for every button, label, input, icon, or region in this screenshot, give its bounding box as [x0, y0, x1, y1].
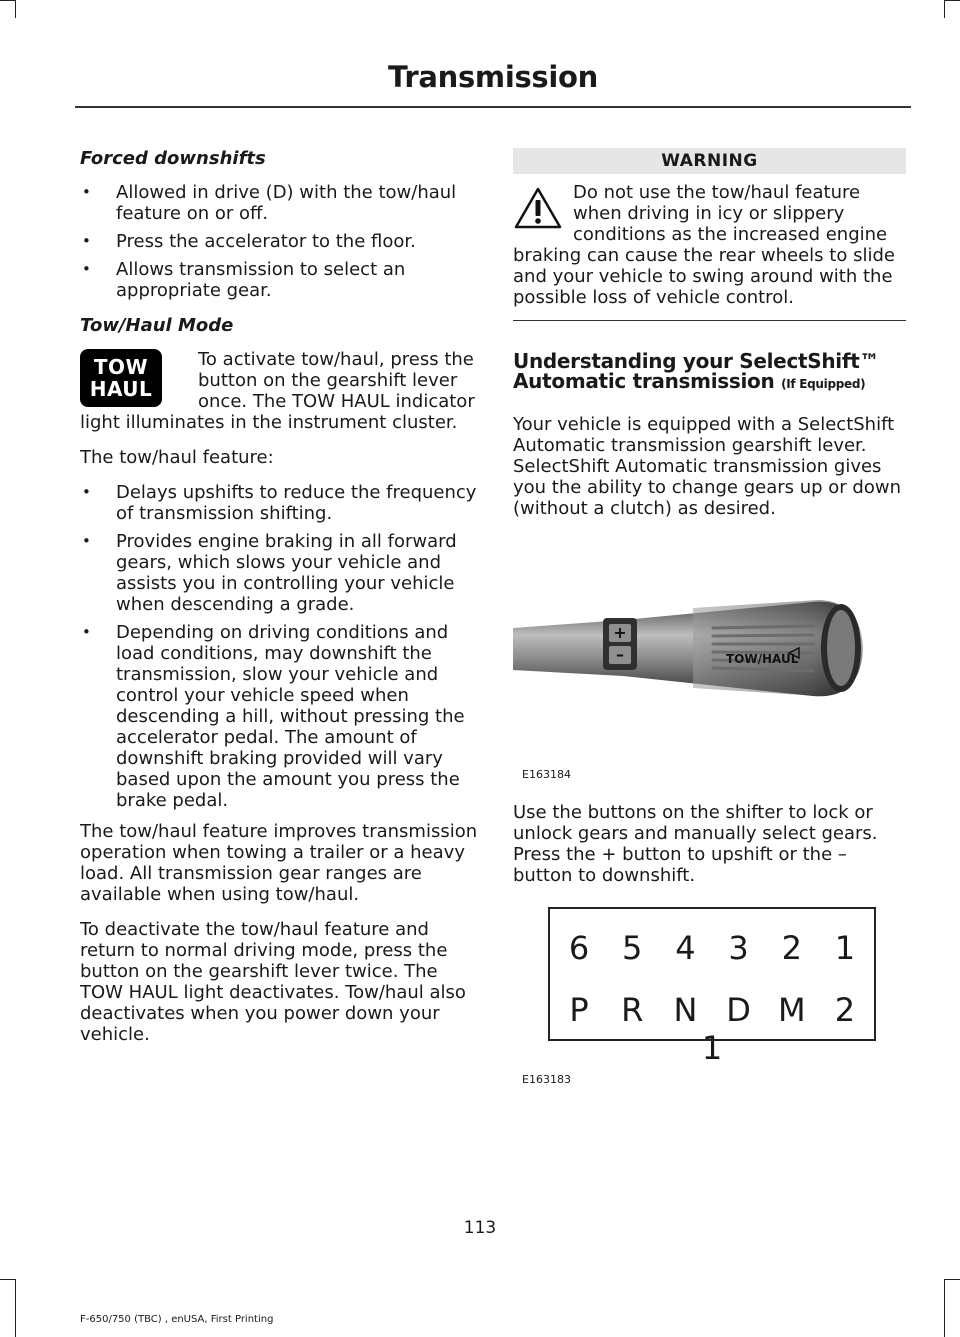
- edition-footer: F-650/750 (TBC) , enUSA, First Printing: [80, 1314, 274, 1325]
- selectshift-heading: [513, 351, 906, 394]
- left-column: [80, 144, 478, 1059]
- list-item: • Depending on driving conditions and load conditions, may downshift the transmission, slow your vehicle and control your vehicle speed when descending a hill, without pressing the accelerator pedal. The amount of downshift braking provided will vary based upon the amount you press the brake pedal.: [80, 622, 478, 811]
- list-item: • Press the accelerator to the floor.: [80, 231, 478, 252]
- buttons-paragraph: Use the buttons on the shifter to lock or unlock gears and manually select gears. Press the + button to upshift or the – button to downshift.: [513, 802, 878, 886]
- list-item: • Allowed in drive (D) with the tow/haul feature on or off.: [80, 182, 478, 224]
- gear-label: D: [726, 991, 751, 1029]
- tow-haul-heading: Tow/Haul Mode: [80, 315, 234, 336]
- gear-display-figure: [548, 907, 876, 1067]
- shifter-lever-figure: [513, 588, 868, 710]
- gear-label: 2: [834, 991, 856, 1029]
- forced-downshifts-list: [80, 182, 478, 301]
- list-item: • Delays upshifts to reduce the frequency of transmission shifting.: [80, 482, 478, 524]
- crop-mark: [15, 1279, 16, 1337]
- minus-button-label: –: [616, 645, 624, 664]
- gear-label: 6: [568, 929, 590, 967]
- list-item: • Provides engine braking in all forward gears, which slows your vehicle and assists you in controlling your vehicle when descending a grade.: [80, 531, 478, 615]
- page-number: 113: [463, 1218, 497, 1238]
- crop-mark: [944, 1279, 945, 1337]
- crop-mark: [0, 0, 15, 1]
- tow-haul-intro-text: To activate tow/haul, press the button on the gearshift lever once. The TOW HAUL indicator light illuminates in the instrument cluster.: [80, 349, 475, 433]
- warning-header: WARNING: [513, 148, 906, 174]
- tow-haul-label: TOW/HAUL: [726, 652, 799, 666]
- deactivate-paragraph: To deactivate the tow/haul feature and return to normal driving mode, press the button on the gearshift lever twice. The TOW HAUL light deactivates. Tow/haul also deactivates when you power down your vehicle.: [80, 919, 466, 1045]
- warning-triangle-icon: [513, 186, 563, 230]
- gear-row-bottom: [550, 991, 874, 1067]
- crop-mark: [945, 1279, 960, 1280]
- gear-label: P: [569, 991, 589, 1029]
- figure-id: E163183: [522, 1073, 571, 1086]
- plus-button-label: +: [613, 623, 627, 642]
- buttons-paragraph-wrap: [513, 802, 906, 900]
- feature-list: [80, 482, 478, 811]
- crop-mark: [0, 1279, 15, 1280]
- page-title: Transmission: [388, 60, 598, 94]
- tow-haul-icon-line1: TOW: [93, 355, 149, 379]
- feature-label: The tow/haul feature:: [80, 447, 274, 468]
- if-equipped-note: (If Equipped): [781, 377, 866, 391]
- selectshift-paragraph: Your vehicle is equipped with a SelectShift Automatic transmission gearshift lever. SelectShift Automatic transmission gives you the ability to change gears up or down (without a clutch) as desired.: [513, 414, 901, 519]
- gear-label: N: [673, 991, 698, 1029]
- warning-divider: [513, 320, 906, 321]
- list-item: • Allows transmission to select an appropriate gear.: [80, 259, 478, 301]
- forced-downshifts-heading: Forced downshifts: [80, 148, 266, 169]
- figure-id: E163184: [522, 768, 571, 781]
- gear-label: 1: [834, 929, 856, 967]
- header-divider: [75, 106, 911, 108]
- tow-haul-intro: [80, 349, 478, 433]
- crop-mark: [944, 0, 945, 18]
- gear-label: M: [777, 991, 806, 1029]
- gear-label: 5: [622, 929, 643, 967]
- gear-label: 3: [728, 929, 749, 967]
- gear-label: 2: [781, 929, 802, 967]
- warning-box: [513, 182, 906, 308]
- selectshift-heading-text: Understanding your SelectShift™ Automatic transmission: [513, 349, 880, 393]
- tow-haul-icon-line2: HAUL: [89, 377, 153, 401]
- tow-haul-icon-wrap: [80, 349, 190, 411]
- crop-mark: [945, 0, 960, 1]
- gear-label: R: [621, 991, 644, 1029]
- improves-paragraph: The tow/haul feature improves transmission operation when towing a trailer or a heavy load. All transmission gear ranges are available when using tow/haul.: [80, 821, 478, 905]
- gear-row-top: [550, 929, 874, 967]
- gear-label: 4: [675, 929, 696, 967]
- right-column: [513, 148, 906, 533]
- tow-haul-icon: [80, 349, 162, 407]
- warning-text: Do not use the tow/haul feature when driving in icy or slippery conditions as the increased engine braking can cause the rear wheels to slide and your vehicle to swing around with the possible loss of vehicle control.: [513, 182, 895, 308]
- crop-mark: [15, 0, 16, 18]
- gear-label: 1: [701, 1029, 723, 1067]
